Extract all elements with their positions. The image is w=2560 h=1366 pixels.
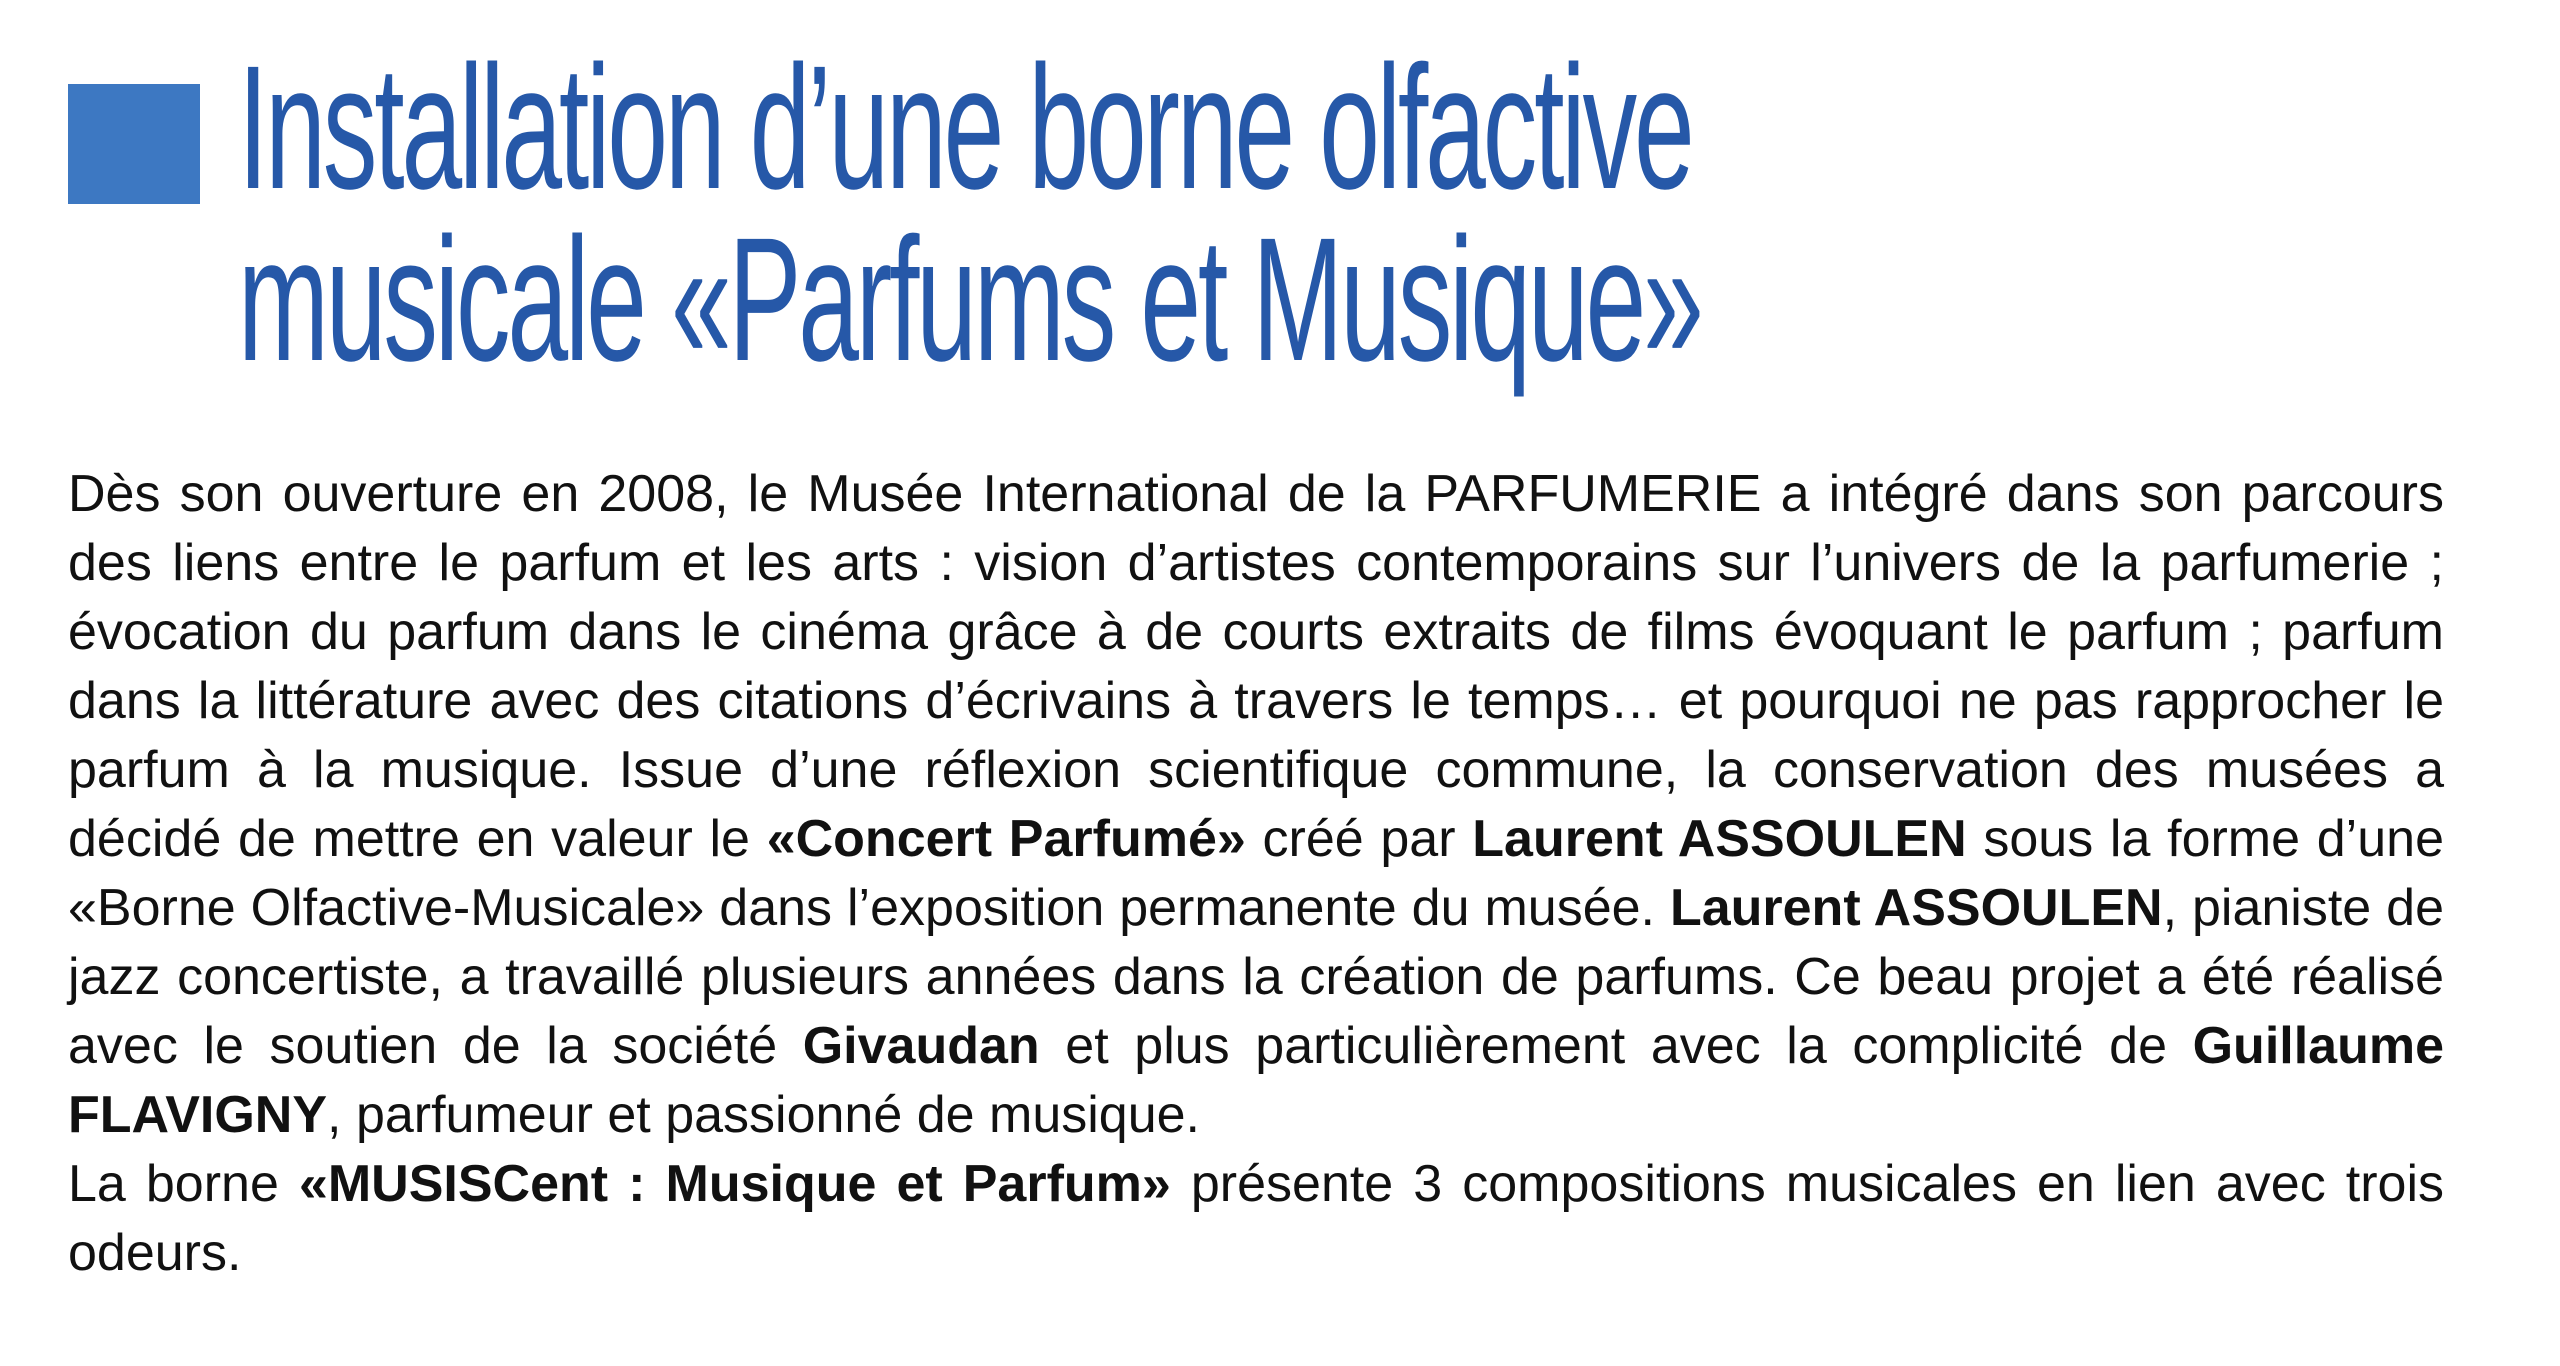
text-run: créé par (1245, 810, 1473, 868)
text-run: La borne (68, 1155, 299, 1213)
bold-guillaume-flavigny: Guillaume FLAVIGNY (68, 1017, 2445, 1144)
bold-musiscent: «MUSISCent : Musique et Parfum» (298, 1155, 1171, 1213)
article-body (68, 460, 2444, 1288)
paragraph-intro (68, 460, 2444, 1150)
paragraph-borne (68, 1150, 2444, 1288)
title-line-1: Installation d’une borne olfactive (238, 30, 1692, 226)
bold-concert-parfume: «Concert Parfumé» (766, 810, 1246, 868)
text-run: et plus particulièrement avec la complicité de (1039, 1017, 2193, 1075)
text-run: Dès son ouverture en 2008, le Musée International de la PARFUMERIE a intégré dans son parcours des liens entre le parfum et les arts : vision d’artistes contemporains sur l’univers de la parfumerie ; évocation du parfum dans le cinéma grâce à de courts extraits de films évoquant le parfum ; parfum dans la littérature avec des citations d’écrivains à travers le temps… et pourquoi ne pas rapprocher le parfum à la musique. Issue d’une réflexion scientifique commune, la conservation des musées a décidé de mettre en valeur le (68, 465, 2444, 868)
text-run: présente 3 compositions musicales en lien avec trois odeurs. (68, 1155, 2444, 1282)
title-line-2: musicale «Parfums et Musique» (238, 202, 1701, 398)
bold-laurent-assoulen-2: Laurent ASSOULEN (1669, 879, 2163, 937)
bold-laurent-assoulen: Laurent ASSOULEN (1472, 810, 1967, 868)
text-run: , parfumeur et passionné de musique. (327, 1086, 1201, 1144)
title-marker-square (68, 84, 200, 204)
bold-givaudan: Givaudan (802, 1017, 1040, 1075)
text-run: , pianiste de jazz concertiste, a travaillé plusieurs années dans la création de parfums. Ce beau projet a été réalisé avec le soutien de la société (68, 879, 2444, 1075)
text-run: sous la forme d’une «Borne Olfactive-Musicale» dans l’exposition permanente du musée. (68, 810, 2444, 937)
page-title (238, 30, 1701, 398)
